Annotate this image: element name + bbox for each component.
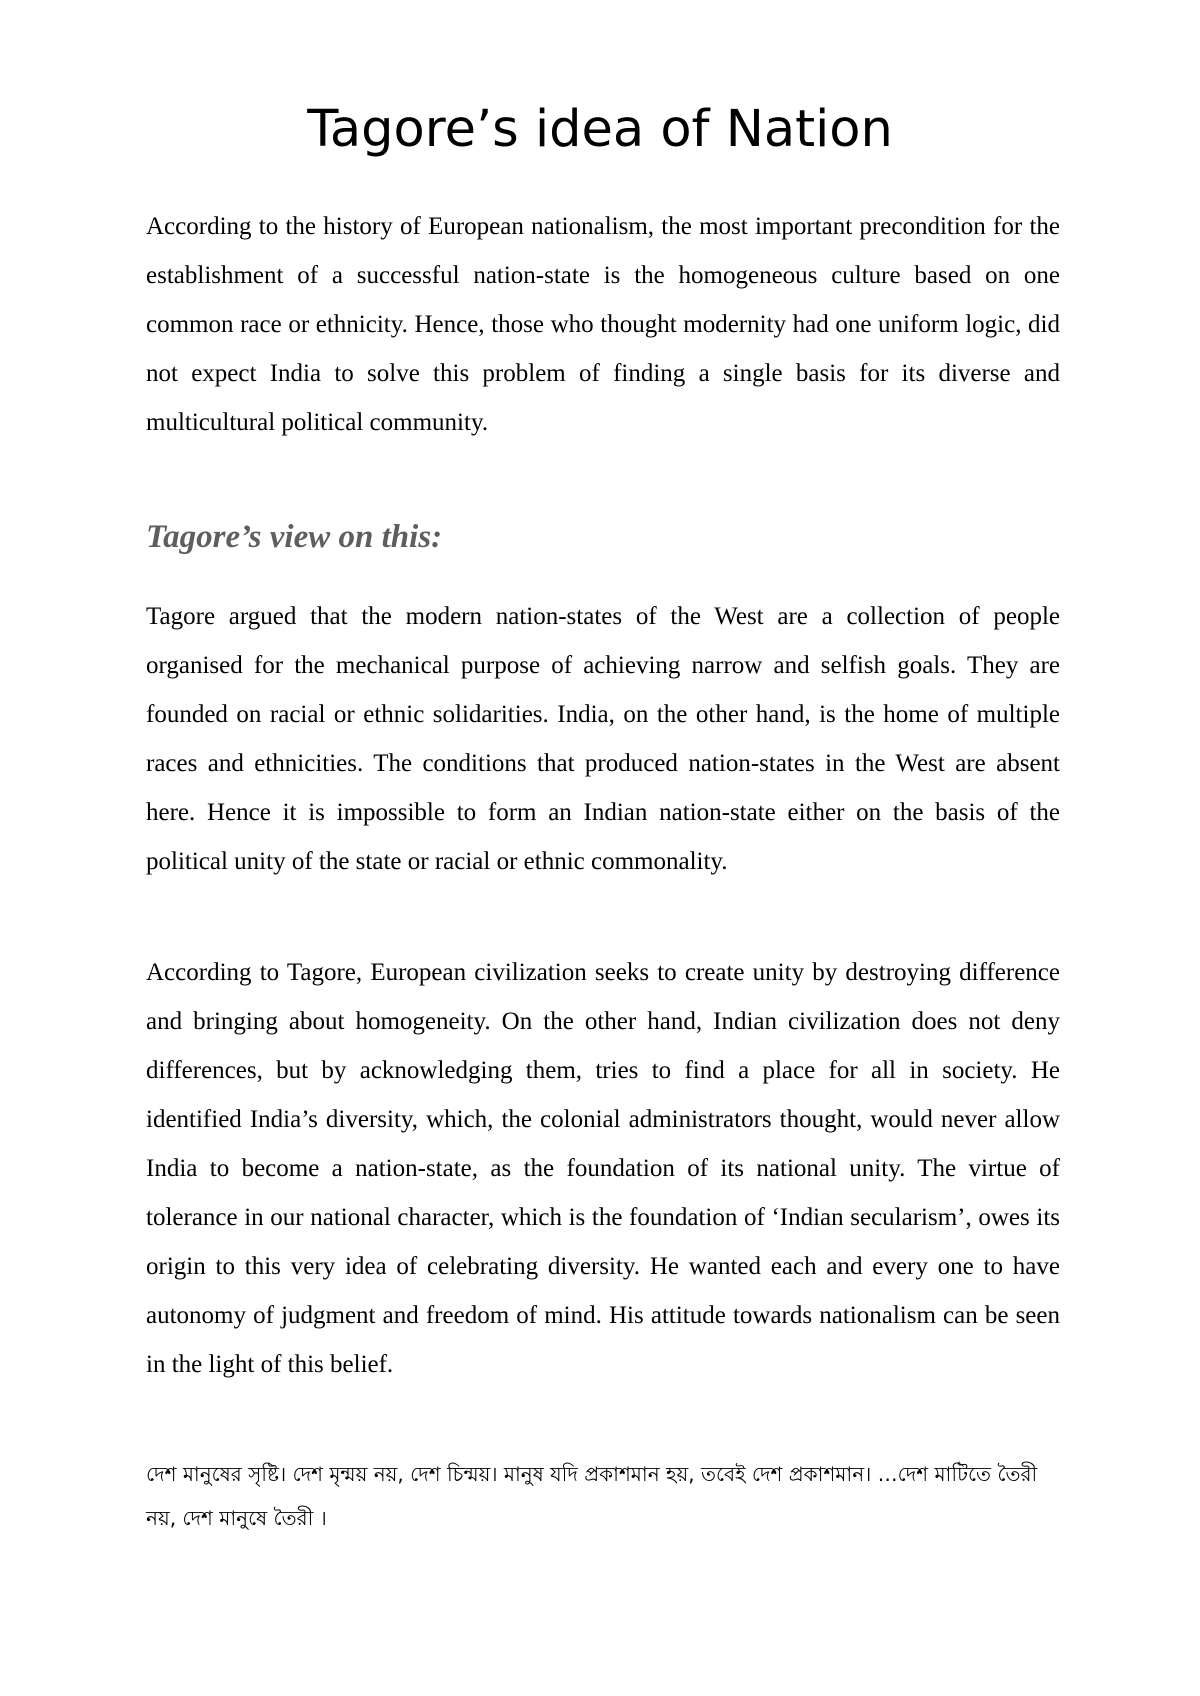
paragraph-tagore-argument: Tagore argued that the modern nation-states of the West are a collection of people organised for the mechanical purpose of achieving narrow and selfish goals. They are founded on racial or ethnic solidarities. India, on the other hand, is the home of multiple races and ethnicities. The conditions that produced nation-states in the West are absent here. Hence it is impossible to form an Indian nation-state either on the basis of the political unity of the state or racial or ethnic commonality. (146, 603, 1060, 875)
paragraph-indian-civilization: According to Tagore, European civilization seeks to create unity by destroying difference and bringing about homogeneity. On the other hand, Indian civilization does not deny differences, but by acknowledging them, tries to find a place for all in society. He identified India’s diversity, which, the colonial administrators thought, would never allow India to become a nation-state, as the foundation of its national unity. The virtue of tolerance in our national character, which is the foundation of ‘Indian secularism’, owes its origin to this very idea of celebrating diversity. He wanted each and every one to have autonomy of judgment and freedom of mind. His attitude towards nationalism can be seen in the light of this belief. (146, 959, 1060, 1378)
paragraph-european-nationalism: According to the history of European nationalism, the most important precondition for the establishment of a successful nation-state is the homogeneous culture based on one common race or ethnicity. Hence, those who thought modernity had one uniform logic, did not expect India to solve this problem of finding a single basis for its diverse and multicultural political community. (146, 213, 1060, 436)
bengali-quote: দেশ মানুষের সৃষ্টি। দেশ মৃন্ময় নয়, দেশ চিন্ময়। মানুষ যদি প্রকাশমান হয়, তবেই দেশ প্রকাশমান। …দেশ মাটিতে তৈরী নয়, দেশ মানুষে তৈরী । (146, 1462, 1038, 1530)
section-subheading: Tagore’s view on this: (146, 519, 443, 555)
page-title: Tagore’s idea of Nation (307, 100, 893, 159)
